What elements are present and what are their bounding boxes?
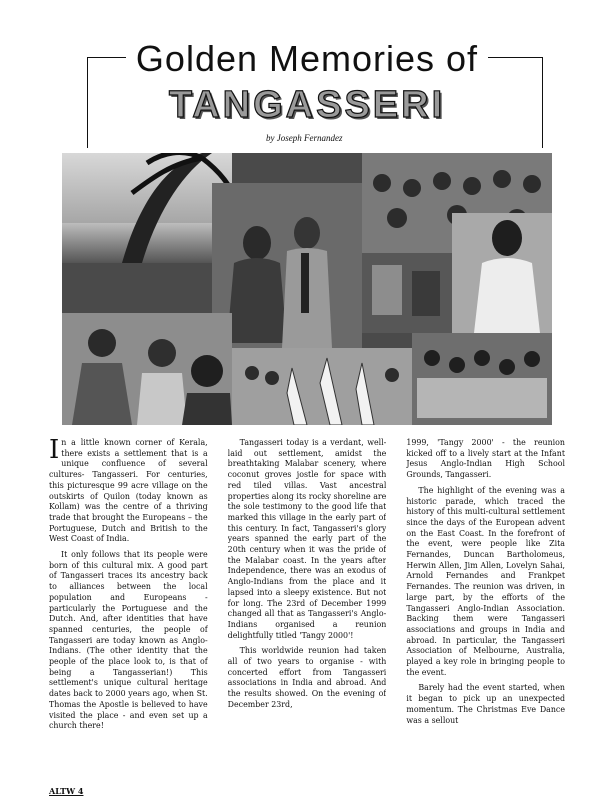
article-column-2 <box>228 438 387 783</box>
paragraph: Barely had the event started, when it began to pick up an unexpected momentum. The Christmas Eve Dance was a sellout <box>406 683 566 725</box>
article-body <box>49 438 565 783</box>
paragraph: In a little known corner of Kerala, there exists a settlement that is a unique confluence of several cultures- Tangasseri. For centuries, this picturesque 99 acre village on the outskirts of Quilon (today known as Kollam) was the centre of a thriving trade that brought the Europeans – the Portuguese, Dutch and British to the West Coast of India. <box>49 438 208 544</box>
byline: by Joseph Fernandez <box>266 133 343 143</box>
photo-collage <box>62 153 552 425</box>
paragraph: It only follows that its people were born of this cultural mix. A good part of Tangasseri traces its ancestry back to alliances between the local population and Europeans - particularly the Portuguese and the Dutch. And, after identities that have spanned centuries, the people of Tangasseri are today known as Anglo-Indians. (The other identity that the people of the place look to, is that of being a Tangasserian!) This settlement's unique cultural heritage dates back to 2000 years ago, when St. Thomas the Apostle is believed to have visited the place - and even set up a church there! <box>49 550 208 731</box>
page-footer: ALTW 4 <box>49 786 84 796</box>
title-line-2: TANGASSERI <box>168 84 446 126</box>
article-column-3 <box>406 438 565 783</box>
title-line-1: Golden Memories of <box>0 38 614 80</box>
drop-cap: I <box>49 438 60 465</box>
paragraph: The highlight of the evening was a historic parade, which traced the history of this multi-cultural settlement since the days of the European advent on the East Coast. In the forefront of the event, were people like Zita Fernandes, Duncan Bartholomeus, Herwin Allen, Jim Allen, Lovelyn Sahai, Arnold Fernandes and Frankpet Fernandes. The reunion was driven, in large part, by the efforts of the Tangasseri Anglo-Indian Association. Backing them were Tangasseri associations and groups in India and abroad. In particular, the Tangasseri Association of Melbourne, Australia, played a key role in bringing people to the event. <box>406 485 566 677</box>
paragraph: This worldwide reunion had taken all of two years to organise - with concerted effort from Tangasseri associations in India and abroad. And the results showed. On the evening of December 23rd, <box>227 646 387 709</box>
article-column-1 <box>49 438 208 783</box>
paragraph: 1999, 'Tangy 2000' - the reunion kicked off to a lively start at the Infant Jesus Anglo-Indian High School Grounds, Tangasseri. <box>406 438 566 480</box>
paragraph: Tangasseri today is a verdant, well-laid out settlement, amidst the breathtaking Malabar scenery, where coconut groves jostle for space with red tiled villas. Vast ancestral properties along its rocky shoreline are the sole testimony to the good life that marked this village in the early part of this century. In fact, Tangasseri's glory years spanned the early part of the 20th century when it was the pride of the Malabar coast. In the years after Independence, there was an exodus of Anglo-Indians from the place and it lapsed into a sleepy existence. But not for long. The 23rd of December 1999 changed all that as Tangasseri's Anglo-Indians organised a reunion delightfully titled 'Tangy 2000'! <box>227 438 387 640</box>
